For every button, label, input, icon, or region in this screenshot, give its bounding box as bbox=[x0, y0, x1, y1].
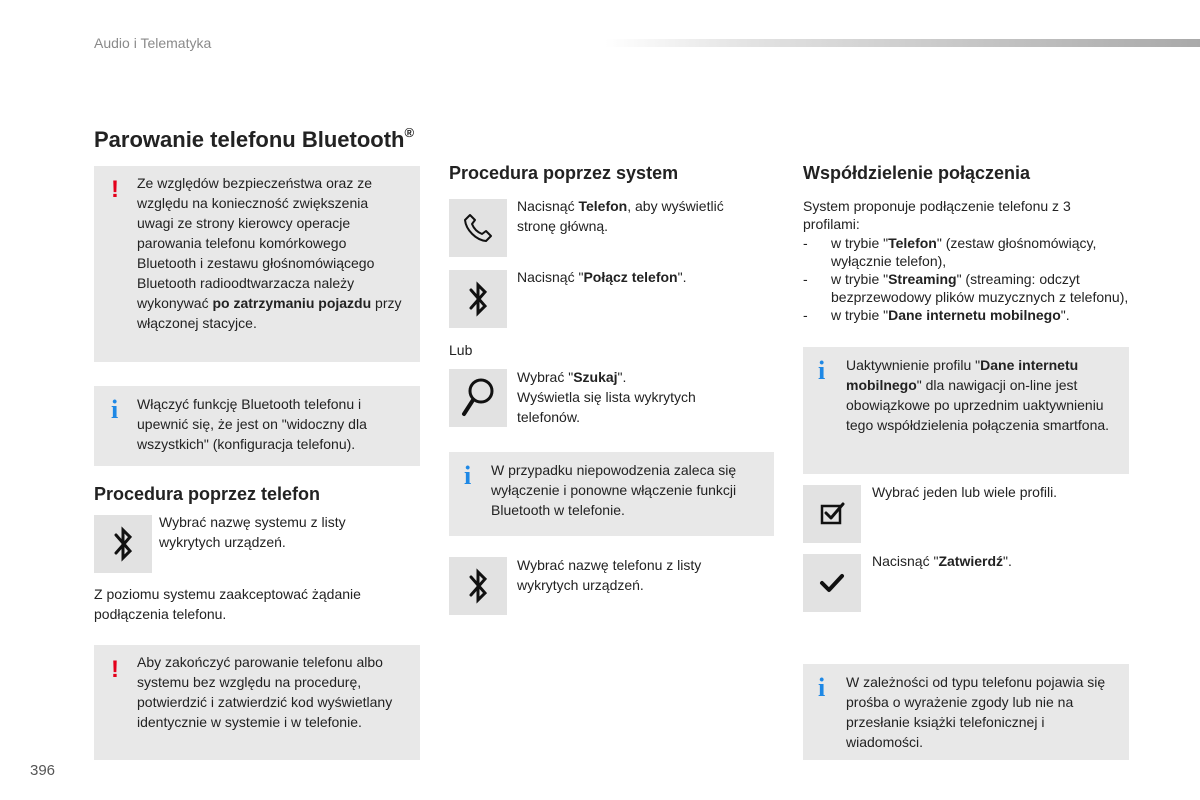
info-box-failure bbox=[449, 452, 774, 536]
list-item: - w trybie "Streaming" (streaming: odczyt bezprzewodowy plików muzycznych z telefonu), bbox=[803, 271, 1129, 305]
section-title-connection-sharing: Współdzielenie połączenia bbox=[803, 163, 1031, 183]
page-title bbox=[94, 127, 414, 153]
info-icon: i bbox=[111, 395, 119, 424]
info-box-consent bbox=[803, 664, 1129, 760]
info-text: Uaktywnienie profilu "Dane internetu mobilnego" dla nawigacji on-line jest obowiązkowe po uprzednim uaktywnieniu tego współdzielenia połączenia smartfona. bbox=[846, 357, 1110, 433]
or-text: Lub bbox=[449, 342, 473, 358]
registered-mark: ® bbox=[404, 125, 415, 140]
sharing-intro: System proponuje podłączenie telefonu z 3 profilami: bbox=[803, 198, 1071, 232]
page-title-text: Parowanie telefonu Bluetooth bbox=[94, 127, 405, 152]
checkmark-icon bbox=[818, 571, 846, 595]
search-icon bbox=[459, 376, 497, 420]
info-box-mobile-data bbox=[803, 347, 1129, 474]
list-item: - w trybie "Dane internetu mobilnego". bbox=[803, 307, 1070, 323]
phone-icon bbox=[461, 211, 495, 245]
header-gradient-bar bbox=[605, 39, 1200, 47]
step-text: Wybrać nazwę telefonu z listy wykrytych urządzeń. bbox=[517, 557, 702, 593]
step-text: Wybrać "Szukaj". Wyświetla się lista wykrytych telefonów. bbox=[517, 369, 696, 425]
step-text: Nacisnąć "Połącz telefon". bbox=[517, 269, 687, 285]
info-text: W przypadku niepowodzenia zaleca się wyłączenie i ponowne włączenie funkcji Bluetooth w telefonie. bbox=[491, 462, 737, 518]
bluetooth-icon-box bbox=[449, 557, 507, 615]
step-text: Wybrać jeden lub wiele profili. bbox=[872, 484, 1058, 500]
running-header: Audio i Telematyka bbox=[94, 35, 212, 51]
warning-box-safety bbox=[94, 166, 420, 362]
phone-icon-box bbox=[449, 199, 507, 257]
bluetooth-icon bbox=[466, 281, 490, 317]
warning-icon: ! bbox=[111, 656, 119, 683]
warning-text: Aby zakończyć parowanie telefonu albo systemu bez względu na procedurę, potwierdzić i zatwierdzić kod wyświetlany identycznie w systemie i w telefonie. bbox=[137, 654, 393, 730]
warning-icon: ! bbox=[111, 176, 119, 203]
info-box-bluetooth-visibility bbox=[94, 386, 420, 466]
checklist-icon bbox=[817, 499, 847, 529]
info-text: W zależności od typu telefonu pojawia się prośba o wyrażenie zgody lub nie na przesłanie książki telefonicznej i wiadomości. bbox=[846, 674, 1106, 750]
warning-box-code bbox=[94, 645, 420, 760]
step-text: Wybrać nazwę systemu z listy wykrytych urządzeń. bbox=[159, 514, 346, 550]
page-number: 396 bbox=[30, 762, 56, 779]
info-icon: i bbox=[464, 461, 472, 490]
paragraph-accept-request: Z poziomu systemu zaakceptować żądanie podłączenia telefonu. bbox=[94, 586, 361, 622]
step-text: Nacisnąć "Zatwierdź". bbox=[872, 553, 1012, 569]
checkmark-icon-box bbox=[803, 554, 861, 612]
info-text: Włączyć funkcję Bluetooth telefonu i upewnić się, że jest on "widoczny dla wszystkich" (konfiguracja telefonu). bbox=[137, 396, 367, 452]
bluetooth-icon bbox=[111, 526, 135, 562]
checklist-icon-box bbox=[803, 485, 861, 543]
bluetooth-icon-box bbox=[94, 515, 152, 573]
bluetooth-icon bbox=[466, 568, 490, 604]
bluetooth-icon-box bbox=[449, 270, 507, 328]
step-text: Nacisnąć Telefon, aby wyświetlić stronę główną. bbox=[517, 198, 724, 234]
search-icon-box bbox=[449, 369, 507, 427]
info-icon: i bbox=[818, 673, 826, 702]
list-item: - w trybie "Telefon" (zestaw głośnomówiący, wyłącznie telefon), bbox=[803, 235, 1097, 269]
warning-text: Ze względów bezpieczeństwa oraz ze względu na konieczność zwiększenia uwagi ze strony kierowcy operacje parowania telefonu komórkowego Bluetooth i zestawu głośnomówiącego Bluetooth radioodtwarzacza należy wykonywać po zatrzymaniu pojazdu przy włączonej stacyjce. bbox=[137, 175, 402, 331]
section-title-phone-procedure: Procedura poprzez telefon bbox=[94, 484, 321, 504]
info-icon: i bbox=[818, 356, 826, 385]
section-title-system-procedure: Procedura poprzez system bbox=[449, 163, 679, 183]
profile-list bbox=[803, 234, 1133, 324]
